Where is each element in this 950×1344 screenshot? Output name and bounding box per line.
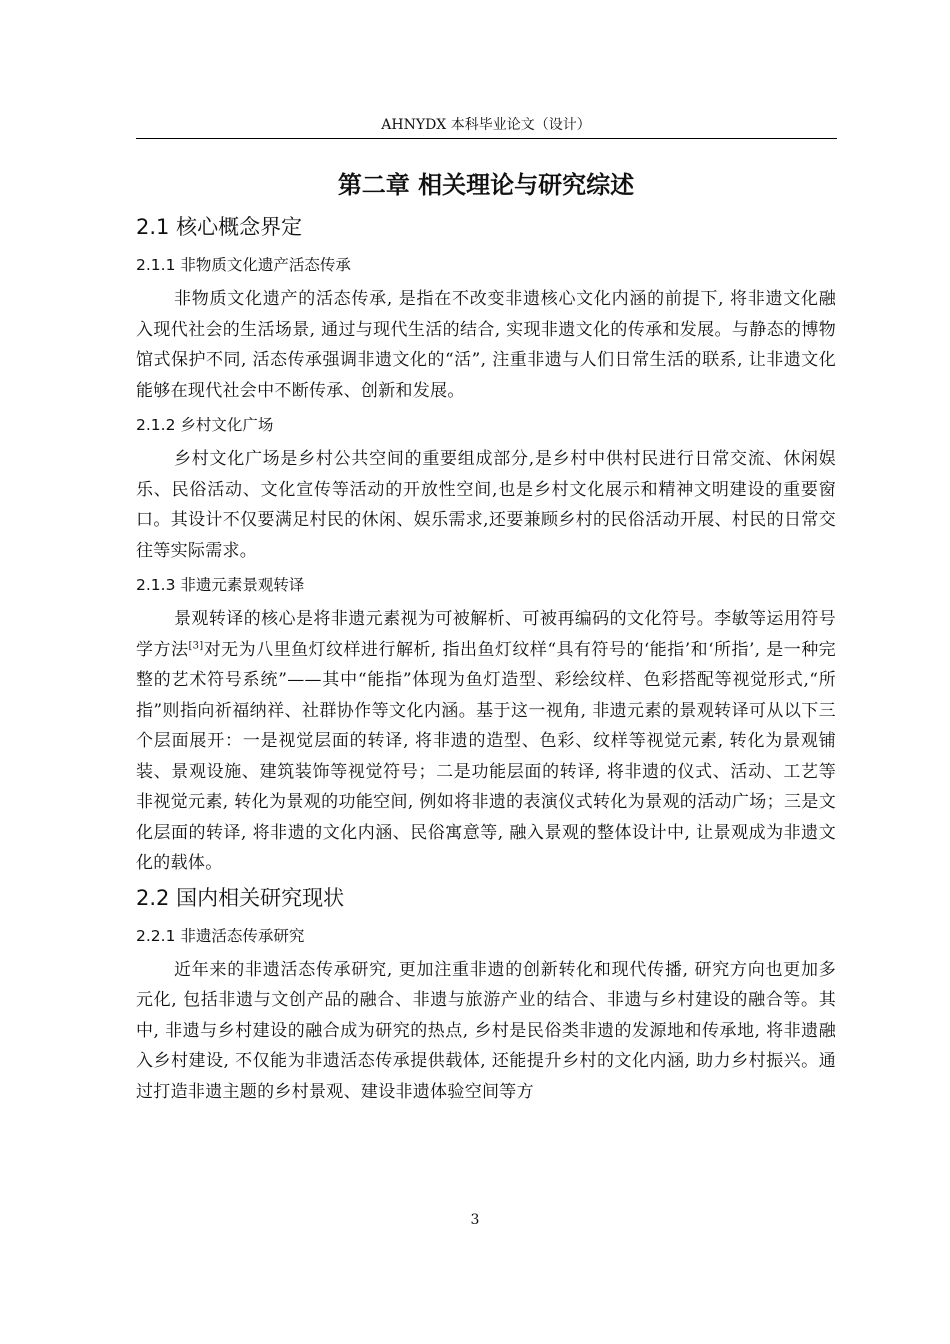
page-body [136,160,836,1107]
paragraph-2-1-3-part-b: 对无为八里鱼灯纹样进行解析, 指出鱼灯纹样“具有符号的‘能指’和‘所指’, 是一种完整的艺术符号系统”——其中“能指”体现为鱼灯造型、彩绘纹样、色彩搭配等视觉形式,“所指”则指向祈福纳祥、社群协作等文化内涵。基于这一视角, 非遗元素的景观转译可从以下三个层面展开：一是视觉层面的转译, 将非遗的造型、色彩、纹样等视觉元素, 转化为景观铺装、景观设施、建筑装饰等视觉符号；二是功能层面的转译, 将非遗的仪式、活动、工艺等非视觉元素, 转化为景观的功能空间, 例如将非遗的表演仪式转化为景观的活动广场；三是文化层面的转译, 将非遗的文化内涵、民俗寓意等, 融入景观的整体设计中, 让景观成为非遗文化的载体。 [136,639,836,873]
header-rule [136,138,837,139]
paragraph-2-1-2: 乡村文化广场是乡村公共空间的重要组成部分,是乡村中供村民进行日常交流、休闲娱乐、民俗活动、文化宣传等活动的开放性空间,也是乡村文化展示和精神文明建设的重要窗口。其设计不仅要满足村民的休闲、娱乐需求,还要兼顾乡村的民俗活动开展、村民的日常交往等实际需求。 [136,449,836,561]
page-number: 3 [470,1212,480,1228]
paragraph-2-2-1: 近年来的非遗活态传承研究, 更加注重非遗的创新转化和现代传播, 研究方向也更加多元化, 包括非遗与文创产品的融合、非遗与旅游产业的结合、非遗与乡村建设的融合等。其中, 非遗与乡村建设的融合成为研究的热点, 乡村是民俗类非遗的发源地和传承地, 将非遗融入乡村建设, 不仅能为非遗活态传承提供载体, 还能提升乡村的文化内涵, 助力乡村振兴。通过打造非遗主题的乡村景观、建设非遗体验空间等方 [136,959,836,1102]
paragraph-2-1-3-part-a: 景观转译的核心是将非遗元素视为可被解析、可被再编码的文化符号。李敏等运用符号学方法 [136,609,836,660]
subsection-heading-2-1-1: 2.1.1 非物质文化遗产活态传承 [136,256,351,274]
paragraph-2-1-3 [136,604,836,879]
subsection-heading-2-2-1: 2.2.1 非遗活态传承研究 [136,926,305,945]
section-heading-2-2: 2.2 国内相关研究现状 [136,885,345,910]
section-heading-2-1: 2.1 核心概念界定 [136,215,303,239]
subsection-heading-2-1-2: 2.1.2 乡村文化广场 [136,416,274,434]
chapter-title: 第二章 相关理论与研究综述 [337,171,635,199]
running-header: AHNYDX 本科毕业论文（设计） [381,117,591,133]
paragraph-2-1-1: 非物质文化遗产的活态传承, 是指在不改变非遗核心文化内涵的前提下, 将非遗文化融入现代社会的生活场景, 通过与现代生活的结合, 实现非遗文化的传承和发展。与静态的博物馆式保护不同, 活态传承强调非遗文化的“活”, 注重非遗与人们日常生活的联系, 让非遗文化能够在现代社会中不断传承、创新和发展。 [136,289,836,401]
subsection-heading-2-1-3: 2.1.3 非遗元素景观转译 [136,576,305,594]
citation-marker: [3] [188,639,204,651]
